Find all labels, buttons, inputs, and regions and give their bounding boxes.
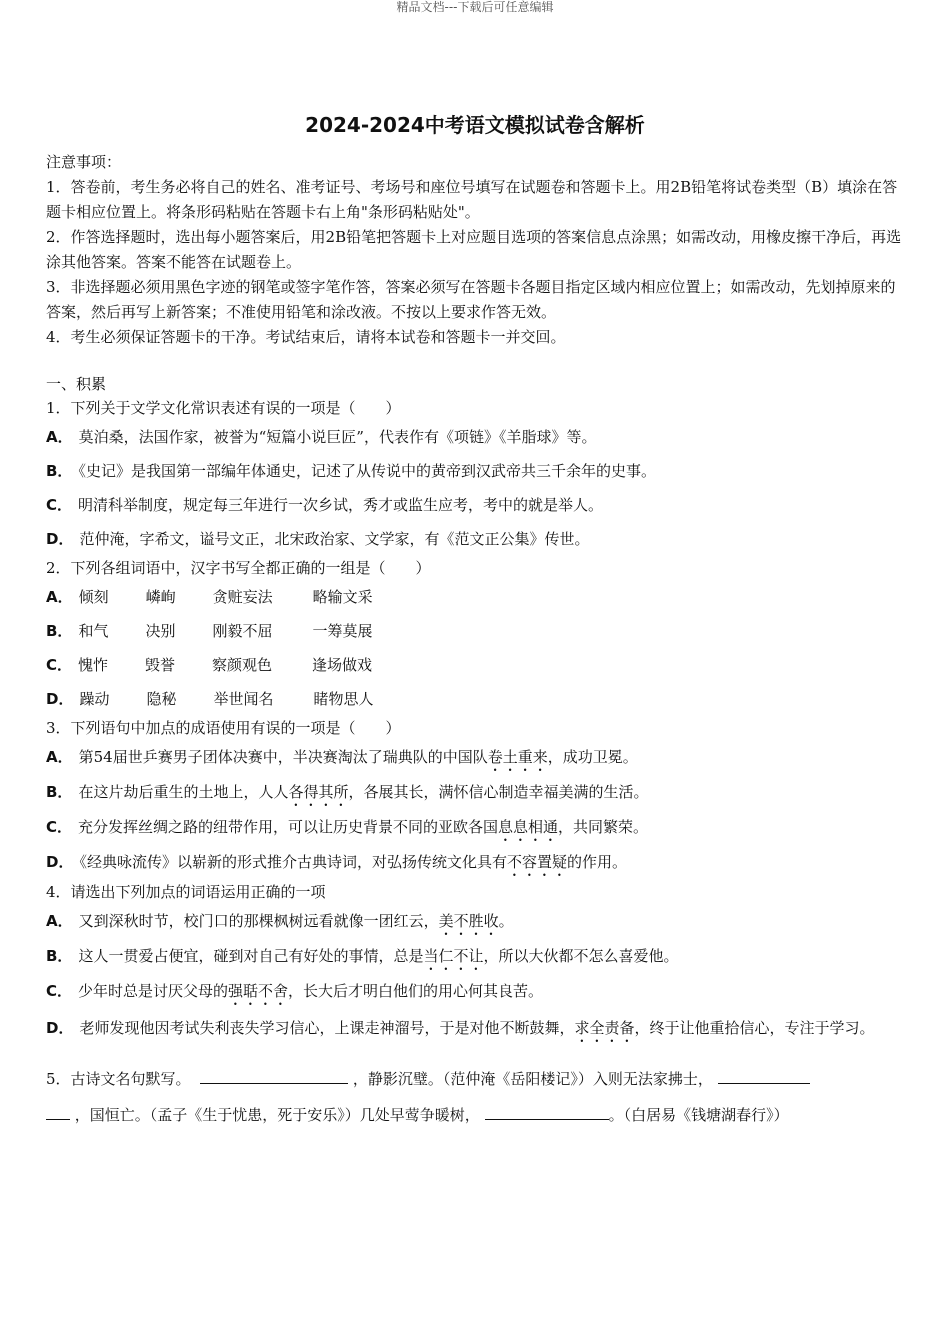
dotted-idiom: 求全责备 [574,1019,635,1037]
option-text: 明清科举制度，规定每三年进行一次乡试，秀才或监生应考，考中的就是举人。 [78,496,604,514]
word: 睹物思人 [313,690,374,708]
option-label: C． [46,982,73,1000]
word: 一筹莫展 [312,622,373,640]
dotted-idiom: 不容置疑 [506,853,567,871]
option-text: 《史记》是我国第一部编年体通史，记述了从传说中的黄帝到汉武帝共三千余年的史事。 [78,462,656,480]
option-text: 又到深秋时节，校门口的那棵枫树远看就像一团红云， [78,912,439,930]
q1-option-c [46,488,904,522]
question-5 [46,1061,904,1133]
option-text: ，长大后才明白他们的用心何其良苦。 [288,982,544,1000]
option-text: ，所以大伙都不怎么喜爱他。 [483,947,679,965]
option-label: B． [46,622,73,640]
option-text: 在这片劫后重生的土地上，人人 [78,783,289,801]
option-label: D． [46,690,74,708]
word: 略输文采 [312,588,373,606]
q1-option-a [46,420,904,454]
word: 逢场做戏 [312,656,373,674]
notice-item: 4．考生必须保证答题卡的干净。考试结束后，请将本试卷和答题卡一并交回。 [46,328,566,346]
option-label: D． [46,530,74,548]
word: 愧怍 [78,656,109,674]
dotted-idiom: 美不胜收 [438,912,499,930]
option-text: 。 [498,912,514,930]
q5-text: 。（白居易《钱塘湖春行》） [608,1106,789,1124]
option-label: D． [46,1019,74,1037]
q5-text: ，国恒亡。（孟子《生于忧患，死于安乐》）几处早莺争暖树， [74,1106,480,1124]
option-text: 的作用。 [566,853,627,871]
answer-blank[interactable] [46,1103,70,1120]
option-text: 莫泊桑，法国作家，被誉为“短篇小说巨匠”，代表作有《项链》《羊脂球》等。 [78,428,597,446]
document-body [46,148,904,1133]
q2-option-b [46,614,904,648]
word: 察颜观色 [212,656,273,674]
dotted-idiom: 卷土重来 [487,748,548,766]
q3-option-a [46,740,904,775]
word: 贪赃妄法 [212,588,273,606]
option-text: 少年时总是讨厌父母的 [78,982,229,1000]
q1-option-d [46,522,904,556]
word: 刚毅不屈 [212,622,273,640]
word: 毁誉 [145,656,176,674]
option-label: B． [46,947,73,965]
option-text: 范仲淹，字希文，谥号文正，北宋政治家、文学家，有《范文正公集》传世。 [79,530,590,548]
option-text: 这人一贯爱占便宜，碰到对自己有好处的事情，总是 [78,947,424,965]
option-label: C． [46,818,73,836]
word: 举世闻名 [213,690,274,708]
q4-option-c [46,974,904,1009]
answer-blank[interactable] [200,1067,348,1084]
q1-option-b [46,454,904,488]
page-title: 2024-2024中考语文模拟试卷含解析 [305,113,645,137]
q2-option-c [46,648,904,682]
notice-item: 2．作答选择题时，选出每小题答案后，用2B铅笔把答题卡上对应题目选项的答案信息点涂黑；如需改动，用橡皮擦干净后，再选涂其他答案。答案不能答在试题卷上。 [46,228,902,271]
option-text: 老师发现他因考试失利丧失学习信心，上课走神溜号，于是对他不断鼓舞， [79,1019,575,1037]
option-label: A． [46,588,73,606]
q5-stem: 5．古诗文名句默写。 [46,1070,191,1088]
option-text: ，各展其长，满怀信心制造幸福美满的生活。 [348,783,649,801]
notice-item: 3．非选择题必须用黑色字迹的钢笔或签字笔作答，答案必须写在答题卡各题目指定区域内相应位置上；如需改动，先划掉原来的答案，然后再写上新答案；不准使用铅笔和涂改液。不按以上要求作答无效。 [46,278,896,321]
question-1-stem: 1．下列关于文学文化常识表述有误的一项是（ ） [46,399,401,417]
header-note: 精品文档---下载后可任意编辑 [396,0,554,14]
option-text: 充分发挥丝绸之路的纽带作用，可以让历史背景不同的亚欧各国 [78,818,499,836]
q4-option-b [46,939,904,974]
dotted-idiom: 息息相通 [498,818,559,836]
dotted-idiom: 各得其所 [288,783,349,801]
option-label: A． [46,912,73,930]
q4-option-a [46,904,904,939]
question-2-stem: 2．下列各组词语中，汉字书写全都正确的一组是（ ） [46,559,431,577]
question-3-stem: 3．下列语句中加点的成语使用有误的一项是（ ） [46,719,401,737]
option-label: C． [46,496,73,514]
section-heading: 一、积累 [46,375,107,393]
question-4-stem: 4．请选出下列加点的词语运用正确的一项 [46,883,326,901]
option-label: A． [46,428,73,446]
q5-text: ，静影沉璧。（范仲淹《岳阳楼记》）入则无法家拂士， [352,1070,713,1088]
option-label: D． [46,853,74,871]
q3-option-b [46,775,904,810]
option-label: C． [46,656,73,674]
option-text: ，共同繁荣。 [558,818,649,836]
word: 躁动 [79,690,110,708]
option-text: ，终于让他重拾信心，专注于学习。 [634,1019,875,1037]
q4-option-d [46,1009,904,1047]
option-label: B． [46,783,73,801]
word: 嶙峋 [145,588,176,606]
answer-blank[interactable] [485,1103,609,1120]
answer-blank[interactable] [718,1067,810,1084]
dotted-idiom: 当仁不让 [423,947,484,965]
word: 和气 [78,622,109,640]
option-text: 《经典咏流传》以崭新的形式推介古典诗词，对弘扬传统文化具有 [79,853,507,871]
q2-option-a [46,580,904,614]
option-label: A． [46,748,73,766]
word: 隐秘 [146,690,177,708]
q3-option-c [46,810,904,845]
notice-item: 1．答卷前，考生务必将自己的姓名、准考证号、考场号和座位号填写在试题卷和答题卡上。用2B铅笔将试卷类型（B）填涂在答题卡相应位置上。将条形码粘贴在答题卡右上角"条形码粘贴处"。 [46,178,898,221]
option-label: B． [46,462,73,480]
word: 决别 [145,622,176,640]
q2-option-d [46,682,904,716]
q3-option-d [46,845,904,880]
word: 倾刻 [78,588,109,606]
option-text: 第54届世乒赛男子团体决赛中，半决赛淘汰了瑞典队的中国队 [78,748,488,766]
notice-heading: 注意事项： [46,153,122,171]
dotted-idiom: 强聒不舍 [228,982,289,1000]
option-text: ，成功卫冕。 [547,748,638,766]
